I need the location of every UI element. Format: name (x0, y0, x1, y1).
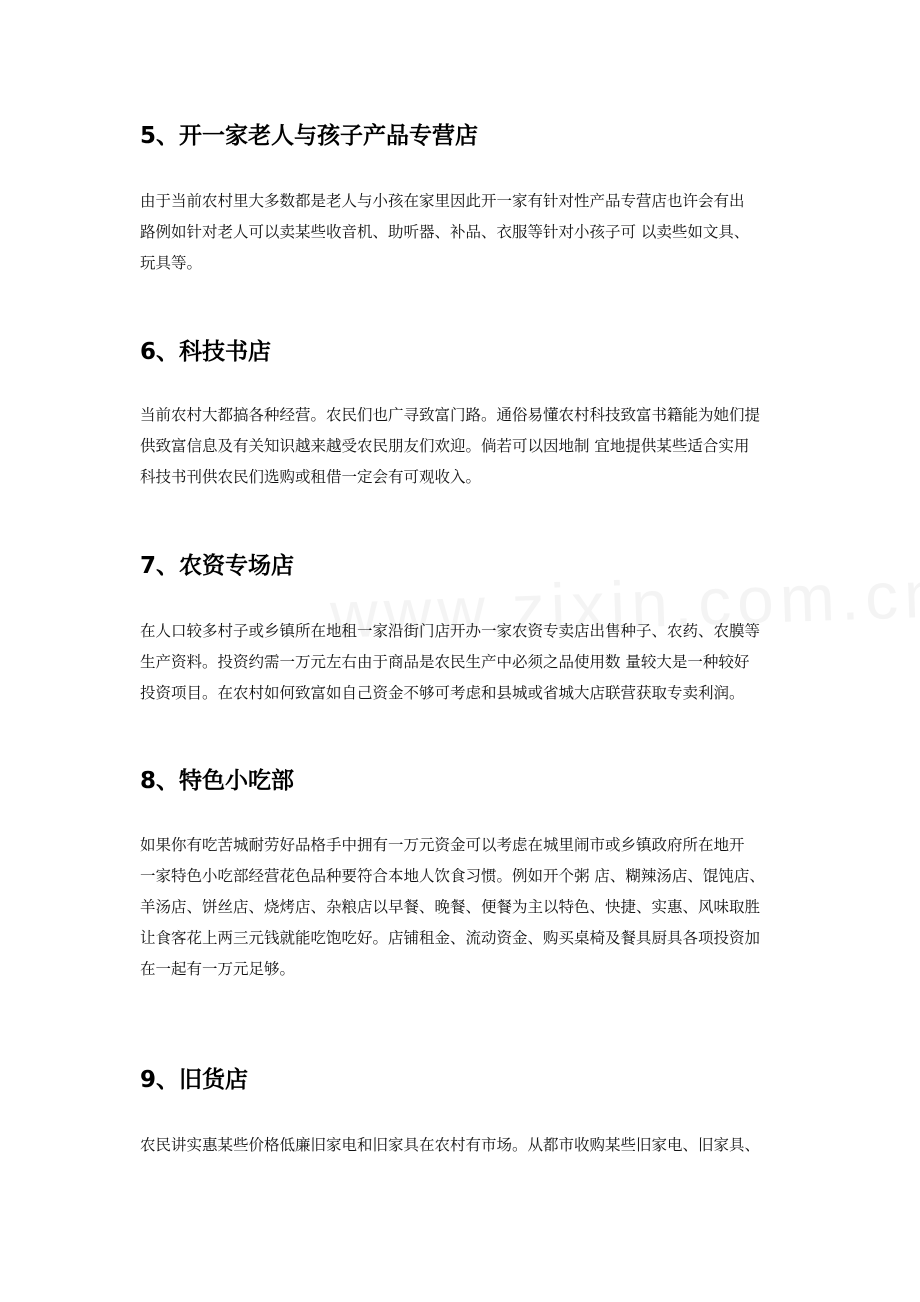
paragraph-line: 羊汤店、饼丝店、烧烤店、杂粮店以早餐、晚餐、便餐为主以特色、快捷、实惠、风味取胜 (140, 898, 761, 916)
section-heading-5: 5、开一家老人与孩子产品专营店 (140, 123, 479, 149)
paragraph-line: 生产资料。投资约需一万元左右由于商品是农民生产中必须之品使用数 量较大是一种较好 (140, 653, 750, 671)
paragraph-line: 科技书刊供农民们选购或租借一定会有可观收入。 (140, 468, 482, 486)
section-paragraph-7 (140, 616, 810, 709)
paragraph-line: 路例如针对老人可以卖某些收音机、助听器、补品、衣服等针对小孩子可 以卖些如文具、 (140, 223, 750, 241)
paragraph-line: 由于当前农村里大多数都是老人与小孩在家里因此开一家有针对性产品专营店也许会有出 (140, 192, 745, 210)
section-paragraph-6 (140, 400, 810, 493)
paragraph-line: 投资项目。在农村如何致富如自己资金不够可考虑和县城或省城大店联营获取专卖利润。 (140, 684, 745, 702)
paragraph-line: 当前农村大都搞各种经营。农民们也广寻致富门路。通俗易懂农村科技致富书籍能为她们提 (140, 406, 761, 424)
section-heading-6: 6、科技书店 (140, 339, 272, 365)
section-paragraph-9 (140, 1130, 810, 1161)
section-paragraph-8 (140, 830, 810, 985)
section-paragraph-5 (140, 186, 810, 279)
section-heading-7: 7、农资专场店 (140, 553, 295, 579)
paragraph-line: 玩具等。 (140, 254, 203, 272)
paragraph-line: 如果你有吃苦城耐劳好品格手中拥有一万元资金可以考虑在城里闹市或乡镇政府所在地开 (140, 836, 745, 854)
paragraph-line: 供致富信息及有关知识越来越受农民朋友们欢迎。倘若可以因地制 宜地提供某些适合实用 (140, 437, 750, 455)
section-heading-8: 8、特色小吃部 (140, 768, 295, 794)
paragraph-line: 农民讲实惠某些价格低廉旧家电和旧家具在农村有市场。从都市收购某些旧家电、旧家具、 (140, 1136, 761, 1154)
paragraph-line: 在人口较多村子或乡镇所在地租一家沿街门店开办一家农资专卖店出售种子、农药、农膜等 (140, 622, 761, 640)
paragraph-line: 在一起有一万元足够。 (140, 960, 296, 978)
paragraph-line: 让食客花上两三元钱就能吃饱吃好。店铺租金、流动资金、购买桌椅及餐具厨具各项投资加 (140, 929, 761, 947)
section-heading-9: 9、旧货店 (140, 1067, 249, 1093)
paragraph-line: 一家特色小吃部经营花色品种要符合本地人饮食习惯。例如开个粥 店、糊辣汤店、馄饨店、 (140, 867, 765, 885)
